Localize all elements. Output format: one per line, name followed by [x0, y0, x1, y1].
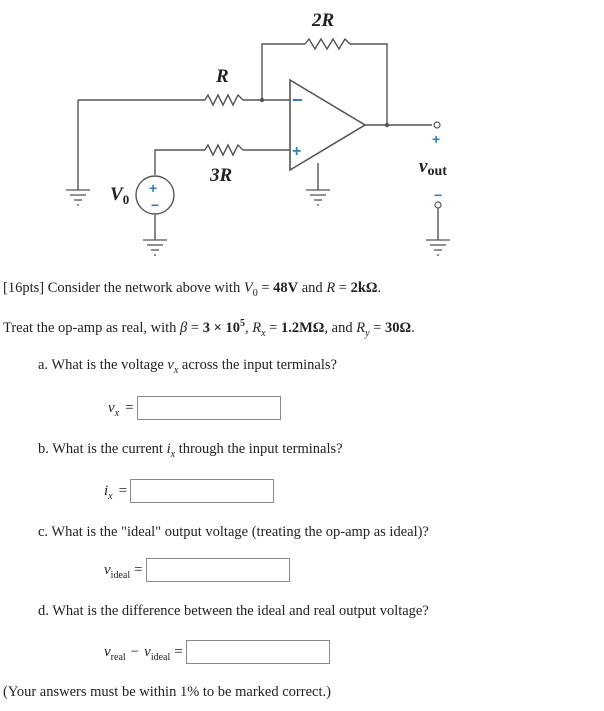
- answer-input-vdiff[interactable]: [186, 640, 330, 664]
- intro-text: Consider the network above with: [47, 280, 241, 296]
- rx-symbol: $R_x$: [252, 320, 266, 339]
- answer-b-label: $i_x$: [104, 482, 113, 502]
- label-3r: 3R: [210, 165, 233, 186]
- resistor-3r: [205, 145, 243, 155]
- circuit-diagram: [0, 0, 604, 270]
- resistor-2r: [305, 39, 350, 49]
- question-a: a. What is the voltage $v_x$ across the input terminals?: [38, 357, 337, 376]
- source-minus-sign: −: [151, 197, 160, 213]
- points-label: [16pts]: [3, 280, 45, 296]
- opamp-minus-sign: −: [292, 90, 303, 110]
- output-node: [385, 123, 389, 127]
- ground-symbol-output: [426, 240, 450, 255]
- rx-value: 1.2MΩ: [280, 320, 325, 336]
- junction-node: [260, 98, 264, 102]
- output-plus-sign: +: [432, 131, 441, 147]
- answer-d-minus: −: [130, 643, 140, 660]
- output-minus-sign: −: [434, 187, 443, 203]
- beta-symbol: β: [180, 320, 188, 336]
- answer-row-c: [104, 558, 290, 582]
- opamp-plus-sign: +: [292, 143, 302, 160]
- v0-value: 48V: [273, 280, 299, 296]
- ground-symbol-left: [66, 190, 90, 205]
- v0-symbol: $V_0$: [243, 280, 258, 299]
- output-terminal-top: [434, 122, 440, 128]
- label-r: R: [216, 66, 229, 87]
- r-value: 2kΩ: [350, 280, 378, 296]
- ry-value: 30Ω: [384, 320, 412, 336]
- label-v0-sub: 0: [122, 192, 130, 207]
- ground-symbol-source: [143, 240, 167, 255]
- r-symbol: R: [326, 280, 336, 296]
- answer-input-vx[interactable]: [137, 396, 281, 420]
- question-d: d. What is the difference between the ideal and real output voltage?: [38, 603, 429, 619]
- answer-row-d: [104, 640, 330, 664]
- answer-d-label-ideal: $v_{ideal}$: [144, 643, 171, 663]
- and-1: and: [301, 280, 323, 296]
- problem-treat: Treat the op-amp as real, with $\beta = 3 \times 10^5$, $R_x = 1.2M\Omega$, and $R_y = 30\Omega$.: [3, 318, 415, 339]
- label-vout: [419, 156, 447, 179]
- answer-a-label: $v_x$: [108, 399, 120, 419]
- footer-note: (Your answers must be within 1% to be marked correct.): [3, 684, 331, 700]
- resistor-r: [205, 95, 243, 105]
- label-vout-sub: out: [427, 164, 447, 179]
- question-b: b. What is the current $i_x$ through the input terminals?: [38, 441, 343, 460]
- answer-row-b: [104, 479, 274, 503]
- question-c: c. What is the "ideal" output voltage (treating the op-amp as ideal)?: [38, 524, 429, 540]
- answer-d-label-real: $v_{real}$: [104, 643, 126, 663]
- equals-b: =: [118, 482, 128, 499]
- equals-a: =: [125, 399, 134, 416]
- answer-input-videal[interactable]: [146, 558, 290, 582]
- ground-symbol-opamp: [306, 190, 330, 205]
- label-vout-sym: v: [419, 156, 428, 177]
- label-v0-sym: V: [110, 184, 123, 205]
- treat-text: Treat the op-amp as real, with: [3, 320, 177, 336]
- answer-input-ix[interactable]: [130, 479, 274, 503]
- wires: [78, 44, 441, 240]
- equals-c: =: [134, 561, 143, 578]
- problem-intro: [16pts] Consider the network above with $V_0 = 48V$ and R = 2kΩ.: [3, 280, 382, 299]
- source-plus-sign: +: [149, 180, 158, 196]
- answer-row-a: [108, 396, 281, 420]
- equals-d: =: [174, 643, 183, 660]
- label-2r: 2R: [312, 10, 335, 31]
- and-2: and: [331, 320, 353, 336]
- beta-value: $3 \times 10^5$: [202, 318, 245, 336]
- ry-symbol: $R_y$: [356, 320, 370, 339]
- label-v0: [110, 184, 129, 207]
- answer-c-label: $v_{ideal}$: [104, 561, 131, 581]
